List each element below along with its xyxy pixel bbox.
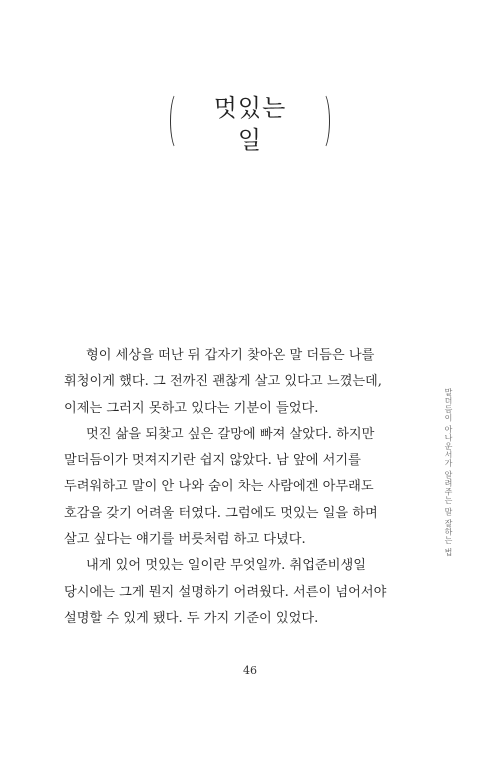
body-line: 형이 세상을 떠난 뒤 갑자기 찾아온 말 더듬은 나를 [86, 348, 375, 363]
body-line: 휘청이게 했다. 그 전까진 괜찮게 살고 있다고 느꼈는데, [64, 374, 382, 390]
right-parenthesis-ornament [315, 92, 330, 150]
body-line: 말더듬이가 멋져지기란 쉽지 않았다. 남 앞에 서기를 [64, 453, 361, 469]
body-line: 두려워하고 말이 안 나와 숨이 차는 사람에겐 아무래도 [64, 479, 374, 495]
body-line: 내게 있어 멋있는 일이란 무엇일까. 취업준비생일 [86, 558, 366, 574]
body-line: 설명할 수 있게 됐다. 두 가지 기준이 있었다. [64, 610, 319, 626]
body-text [64, 343, 404, 632]
body-line: 당시에는 그게 뭔지 설명하기 어려웠다. 서른이 넘어서야 [64, 584, 387, 600]
body-line: 멋진 삶을 되찾고 싶은 갈망에 빠져 살았다. 하지만 [86, 426, 375, 442]
running-head: 말더듬이 아나운서가 알려주는 말 잘하는 법 [444, 388, 453, 557]
body-line: 살고 싶다는 얘기를 버릇처럼 하고 다녔다. [64, 532, 306, 548]
chapter-title-line-1: 멋있는 [213, 94, 287, 122]
body-line: 호감을 갖기 어려울 터였다. 그럼에도 멋있는 일을 하며 [64, 505, 378, 521]
body-line: 이제는 그러지 못하고 있다는 기분이 들었다. [64, 400, 319, 416]
chapter-title [150, 80, 350, 160]
page-number: 46 [243, 664, 257, 677]
chapter-title-line-2: 일 [237, 126, 263, 154]
